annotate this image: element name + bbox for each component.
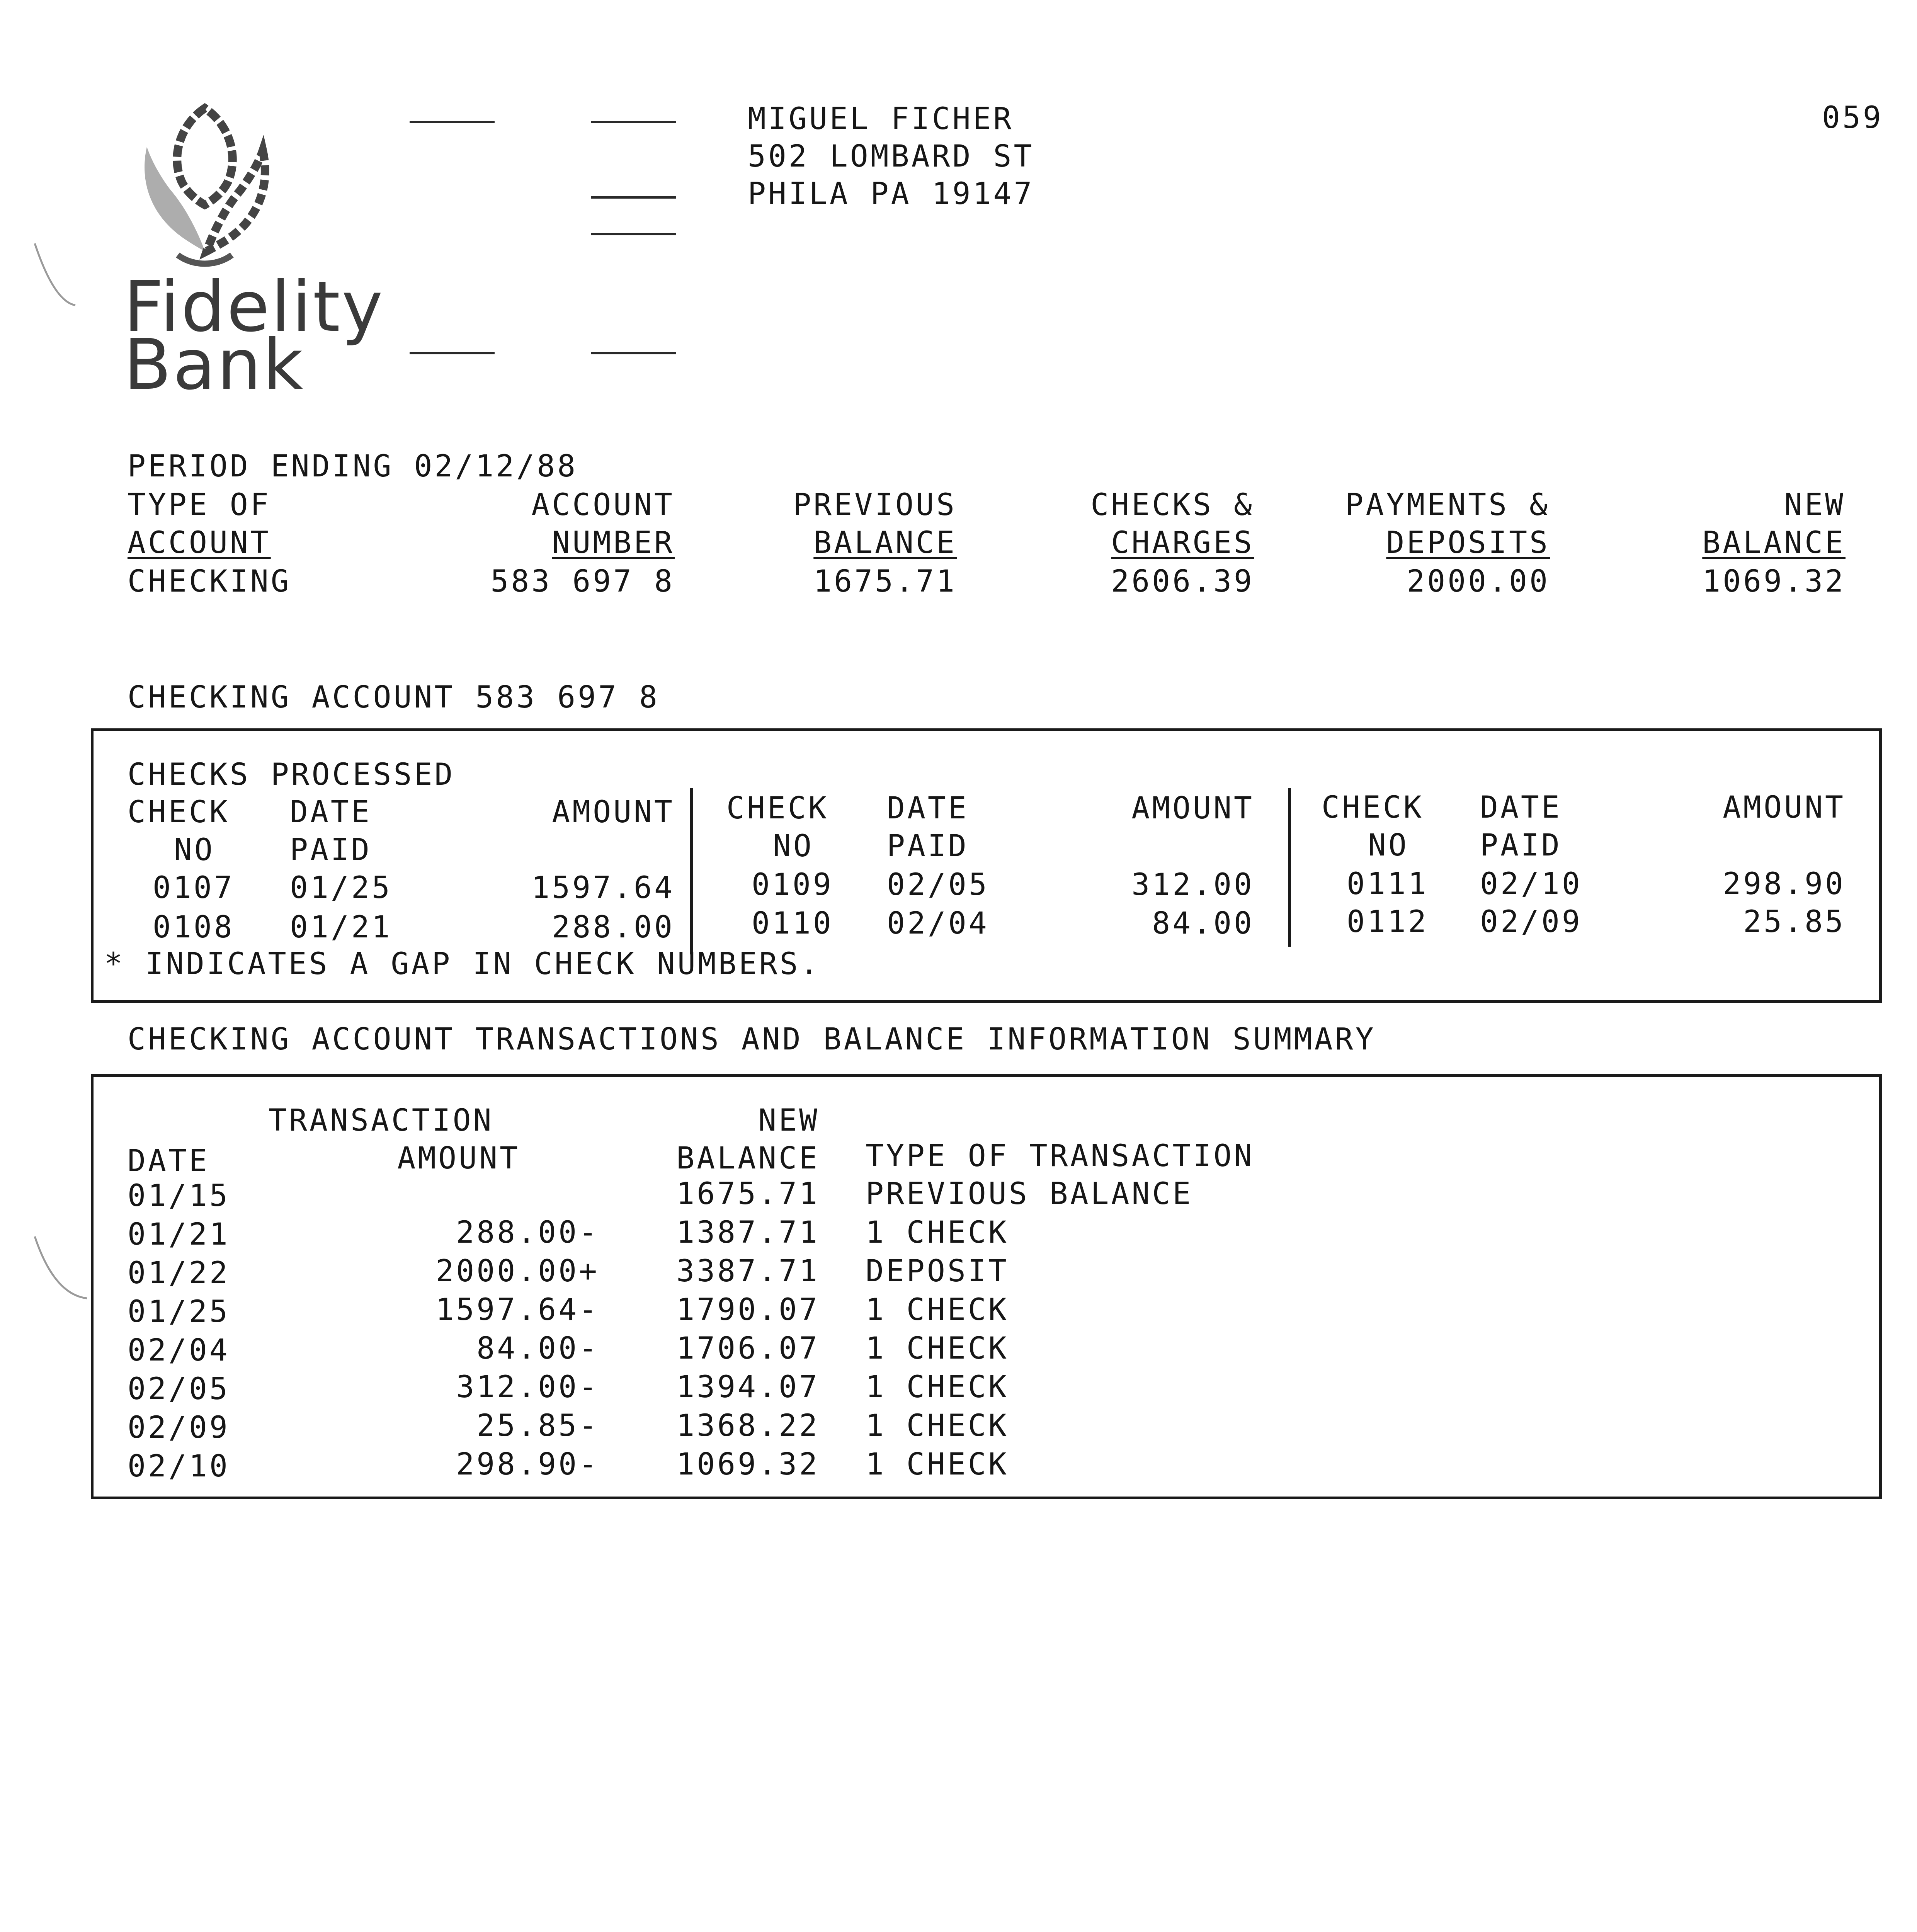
txn-date: 02/09 <box>128 1410 230 1445</box>
header-dash <box>410 121 495 123</box>
customer-name: MIGUEL FICHER <box>748 102 1014 136</box>
check-date: 01/25 <box>290 871 392 905</box>
txn-amount: 298.90- <box>456 1447 599 1482</box>
new-value: 1069.32 <box>1702 564 1846 599</box>
transactions-title: CHECKING ACCOUNT TRANSACTIONS AND BALANCE INFORMATION SUMMARY <box>128 1022 1376 1057</box>
previous-header-1: PREVIOUS <box>793 488 957 522</box>
checks-header-2: CHARGES <box>1111 526 1254 560</box>
leaf-logo-icon <box>124 93 286 274</box>
txn-amount: 288.00- <box>456 1215 599 1250</box>
col1-date-header: DATE <box>290 795 372 830</box>
new-header-1: NEW <box>1784 488 1846 522</box>
col2-date-header: DATE <box>887 791 969 826</box>
txn-balance: 3387.71 <box>676 1254 820 1289</box>
col1-amount-header: AMOUNT <box>552 795 675 830</box>
txn-type: 1 CHECK <box>866 1215 1009 1250</box>
checks-value: 2606.39 <box>1111 564 1254 599</box>
checking-account-title: CHECKING ACCOUNT 583 697 8 <box>128 680 660 715</box>
checks-processed-title: CHECKS PROCESSED <box>128 757 455 792</box>
txn-date: 01/21 <box>128 1217 230 1252</box>
check-date: 02/09 <box>1480 905 1582 939</box>
col1-check-header: CHECK <box>128 795 230 830</box>
payments-value: 2000.00 <box>1407 564 1550 599</box>
txn-amount: 1597.64- <box>435 1293 599 1327</box>
check-date: 01/21 <box>290 910 392 945</box>
check-date: 02/04 <box>887 906 989 941</box>
col3-date-header: DATE <box>1480 790 1562 825</box>
txn-type: 1 CHECK <box>866 1331 1009 1366</box>
payments-header-2: DEPOSITS <box>1386 526 1550 560</box>
check-no: 0111 <box>1347 867 1429 901</box>
previous-header-2: BALANCE <box>813 526 957 560</box>
header-dash <box>410 352 495 354</box>
balance-header-2: BALANCE <box>676 1141 820 1176</box>
header-dash <box>591 233 676 235</box>
txn-type: DEPOSIT <box>866 1254 1009 1289</box>
bank-name-line1: Fidelity <box>124 267 384 347</box>
txn-type: 1 CHECK <box>866 1447 1009 1482</box>
col1-paid-header: PAID <box>290 833 372 867</box>
txn-date: 01/15 <box>128 1179 230 1213</box>
col3-amount-header: AMOUNT <box>1723 790 1846 825</box>
check-amount: 25.85 <box>1743 905 1846 939</box>
period-ending: PERIOD ENDING 02/12/88 <box>128 449 578 484</box>
txn-amount: 2000.00+ <box>435 1254 599 1289</box>
date-header: DATE <box>128 1144 209 1179</box>
type-header: TYPE OF TRANSACTION <box>866 1139 1255 1173</box>
column-divider <box>1288 788 1291 947</box>
check-amount: 312.00 <box>1131 867 1254 902</box>
customer-city: PHILA PA 19147 <box>748 177 1034 211</box>
check-no: 0109 <box>752 867 833 902</box>
check-date: 02/10 <box>1480 867 1582 901</box>
txn-balance: 1069.32 <box>676 1447 820 1482</box>
txn-date: 02/05 <box>128 1372 230 1406</box>
check-date: 02/05 <box>887 867 989 902</box>
col2-amount-header: AMOUNT <box>1131 791 1254 826</box>
col2-no-header: NO <box>773 829 814 864</box>
txn-date: 02/04 <box>128 1333 230 1368</box>
amount-header-2: AMOUNT <box>397 1141 520 1176</box>
col2-paid-header: PAID <box>887 829 969 864</box>
txn-balance: 1394.07 <box>676 1370 820 1405</box>
customer-street: 502 LOMBARD ST <box>748 139 1034 174</box>
txn-amount: 84.00- <box>476 1331 599 1366</box>
hole-punch-mark <box>31 1229 89 1306</box>
page-code: 059 <box>1822 100 1883 135</box>
hole-punch-mark <box>31 236 77 313</box>
col3-paid-header: PAID <box>1480 828 1562 863</box>
balance-header-1: NEW <box>758 1103 820 1138</box>
account-value: 583 697 8 <box>490 564 675 599</box>
txn-type: 1 CHECK <box>866 1408 1009 1443</box>
txn-balance: 1706.07 <box>676 1331 820 1366</box>
txn-date: 02/10 <box>128 1449 230 1484</box>
header-dash <box>591 196 676 199</box>
check-amount: 84.00 <box>1152 906 1254 941</box>
txn-date: 01/22 <box>128 1256 230 1291</box>
amount-header-1: TRANSACTION <box>269 1103 494 1138</box>
gap-note: * INDICATES A GAP IN CHECK NUMBERS. <box>104 947 821 981</box>
txn-balance: 1790.07 <box>676 1293 820 1327</box>
check-no: 0112 <box>1347 905 1429 939</box>
check-amount: 288.00 <box>552 910 675 945</box>
previous-value: 1675.71 <box>813 564 957 599</box>
column-divider <box>690 788 693 954</box>
txn-amount: 312.00- <box>456 1370 599 1405</box>
txn-amount: 25.85- <box>476 1408 599 1443</box>
account-header-2: NUMBER <box>552 526 675 560</box>
col2-check-header: CHECK <box>726 791 829 826</box>
txn-balance: 1368.22 <box>676 1408 820 1443</box>
bank-name-line2: Bank <box>124 325 305 405</box>
check-amount: 298.90 <box>1723 867 1846 901</box>
txn-type: 1 CHECK <box>866 1370 1009 1405</box>
check-no: 0108 <box>153 910 235 945</box>
col3-no-header: NO <box>1368 828 1409 863</box>
col3-check-header: CHECK <box>1322 790 1424 825</box>
col1-no-header: NO <box>174 833 215 867</box>
txn-balance: 1675.71 <box>676 1177 820 1211</box>
bank-logo <box>116 93 464 410</box>
type-header-2: ACCOUNT <box>128 526 271 560</box>
check-amount: 1597.64 <box>531 871 675 905</box>
checks-header-1: CHECKS & <box>1090 488 1254 522</box>
txn-balance: 1387.71 <box>676 1215 820 1250</box>
header-dash <box>591 352 676 354</box>
txn-type: PREVIOUS BALANCE <box>866 1177 1193 1211</box>
type-value: CHECKING <box>128 564 291 599</box>
check-no: 0110 <box>752 906 833 941</box>
header-dash <box>591 121 676 123</box>
check-no: 0107 <box>153 871 235 905</box>
txn-date: 01/25 <box>128 1294 230 1329</box>
new-header-2: BALANCE <box>1702 526 1846 560</box>
account-header-1: ACCOUNT <box>531 488 675 522</box>
txn-type: 1 CHECK <box>866 1293 1009 1327</box>
payments-header-1: PAYMENTS & <box>1345 488 1550 522</box>
type-header-1: TYPE OF <box>128 488 271 522</box>
